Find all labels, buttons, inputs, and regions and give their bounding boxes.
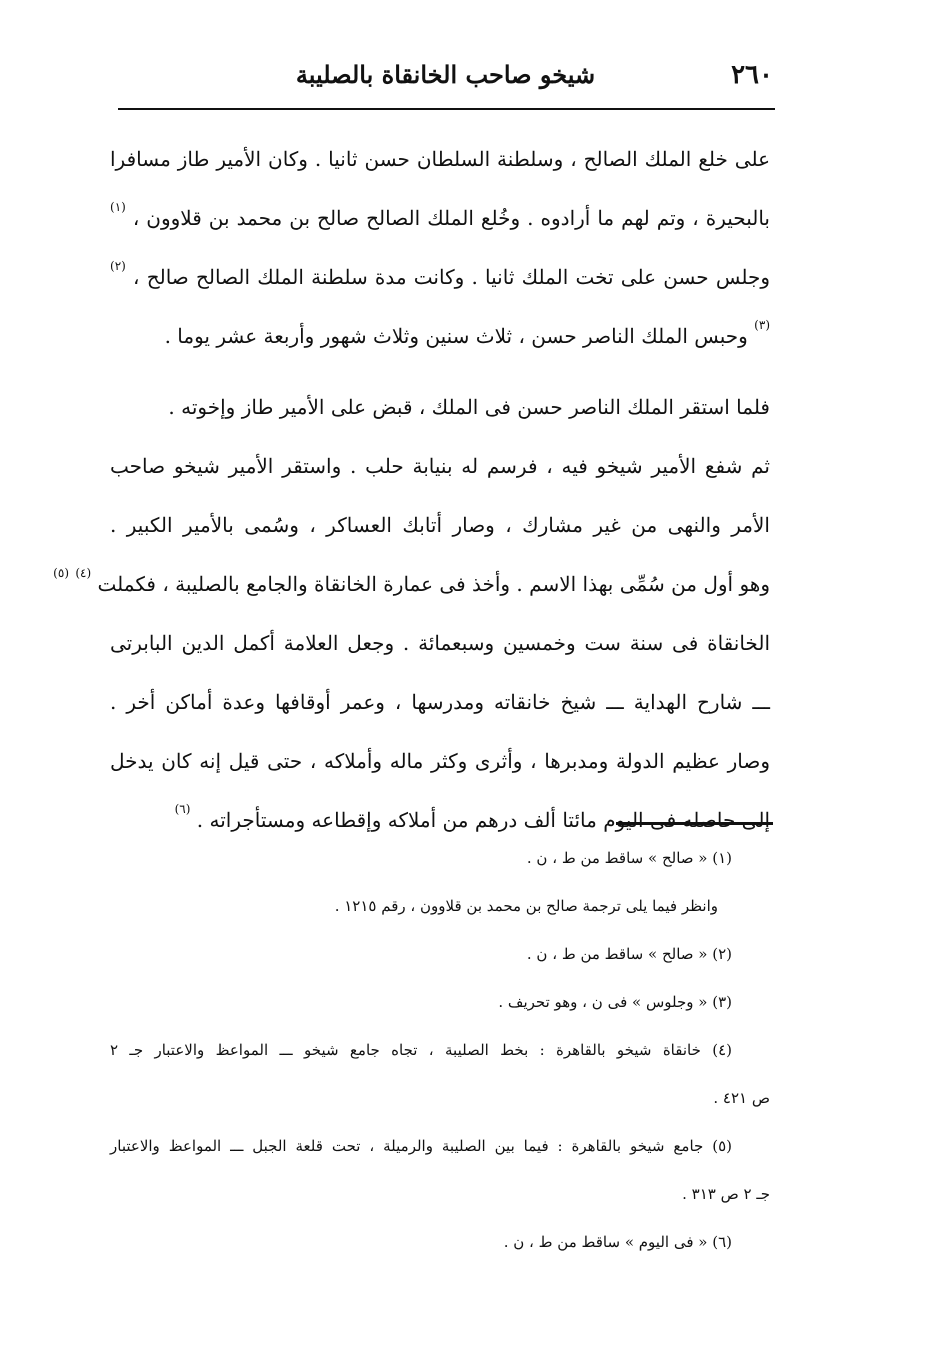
footnote: (٥) جامع شيخو بالقاهرة : فيما بين الصليبة والرميلة ، تحت قلعة الجبل ـــ المواعظ والاعتبار: [110, 1137, 732, 1155]
footnote-marker: (٥): [53, 566, 69, 580]
footnote: (٤) خانقاة شيخو بالقاهرة : بخط الصليبة ، تجاه جامع شيخو ـــ المواعظ والاعتبار جـ ٢: [110, 1041, 732, 1059]
main-text: [53, 145, 770, 865]
text-line: وصار عظيم الدولة ومدبرها ، وأثرى وكثر ماله وأملاكه ، حتى قيل إنه كان يدخل: [110, 749, 770, 773]
footnote-continuation: ص ٤٢١ .: [713, 1089, 770, 1107]
footnote: (١) « صالح » ساقط من ط ، ن .: [526, 849, 732, 867]
header-rule: [118, 108, 775, 110]
running-title: شيخو صاحب الخانقاة بالصليبة: [295, 60, 596, 89]
text-line: ثم شفع الأمير شيخو فيه ، فرسم له بنيابة حلب . واستقر الأمير شيخو صاحب: [110, 454, 770, 478]
text-line: فلما استقر الملك الناصر حسن فى الملك ، قبض على الأمير طاز وإخوته .: [168, 395, 770, 419]
footnote-continuation: جـ ٢ ص ٣١٣ .: [682, 1185, 770, 1203]
footnote-marker: (٣): [754, 318, 770, 332]
footnotes: [110, 846, 770, 1278]
text-line: بالبحيرة ، وتم لهم ما أرادوه . وخُلع الملك الصالح صالح بن محمد بن قلاوون ، $^{(١)}$: [110, 200, 770, 230]
page-number: ٢٦٠: [731, 60, 773, 90]
text-line: وجلس حسن على تخت الملك ثانيا . وكانت مدة سلطنة الملك الصالح صالح ، $^{(٢)}$: [110, 259, 770, 289]
text-line: الخانقاة فى سنة ست وخمسين وسبعمائة . وجعل العلامة أكمل الدين البابرتى: [110, 631, 770, 655]
text-line: الأمر والنهى من غير مشارك ، وصار أتابك العساكر ، وسُمى بالأمير الكبير .: [110, 513, 770, 537]
text-line: وهو أول من سُمِّى بهذا الاسم . وأخذ فى عمارة الخانقاة والجامع بالصليبة ، فكملت $^{(٤)}$ $^{(٥)}$: [53, 566, 770, 596]
footnote: (٦) « فى اليوم » ساقط من ط ، ن .: [503, 1233, 732, 1251]
footnote: (٣) « وجلوس » فى ن ، وهو تحريف .: [498, 993, 732, 1011]
footnote: (٢) « صالح » ساقط من ط ، ن .: [526, 945, 732, 963]
footnote-continuation: وانظر فيما يلى ترجمة صالح بن محمد بن قلاوون ، رقم ١٢١٥ .: [334, 897, 718, 915]
footnote-marker: (١): [110, 200, 126, 214]
footnote-marker: (٢): [110, 259, 126, 273]
text-line: ـــ شارح الهداية ـــ شيخ خانقاته ومدرسها ، وعمر أوقافها وعدة أماكن أخر .: [110, 690, 770, 714]
footnote-separator: [616, 822, 773, 825]
text-line: $^{(٣)}$ وحبس الملك الناصر حسن ، ثلاث سنين وثلاث شهور وأربعة عشر يوما .: [164, 318, 770, 348]
footnote-marker: (٦): [174, 802, 191, 816]
footnote-marker: (٤): [75, 566, 92, 580]
page-header: [118, 58, 773, 102]
text-line: على خلع الملك الصالح ، وسلطنة السلطان حسن ثانيا . وكان الأمير طاز مسافرا: [110, 147, 770, 171]
text-line: إلى حاصله فى اليوم مائتا ألف درهم من أملاكه وإقطاعه ومستأجراته . $^{(٦)}$: [174, 802, 770, 832]
